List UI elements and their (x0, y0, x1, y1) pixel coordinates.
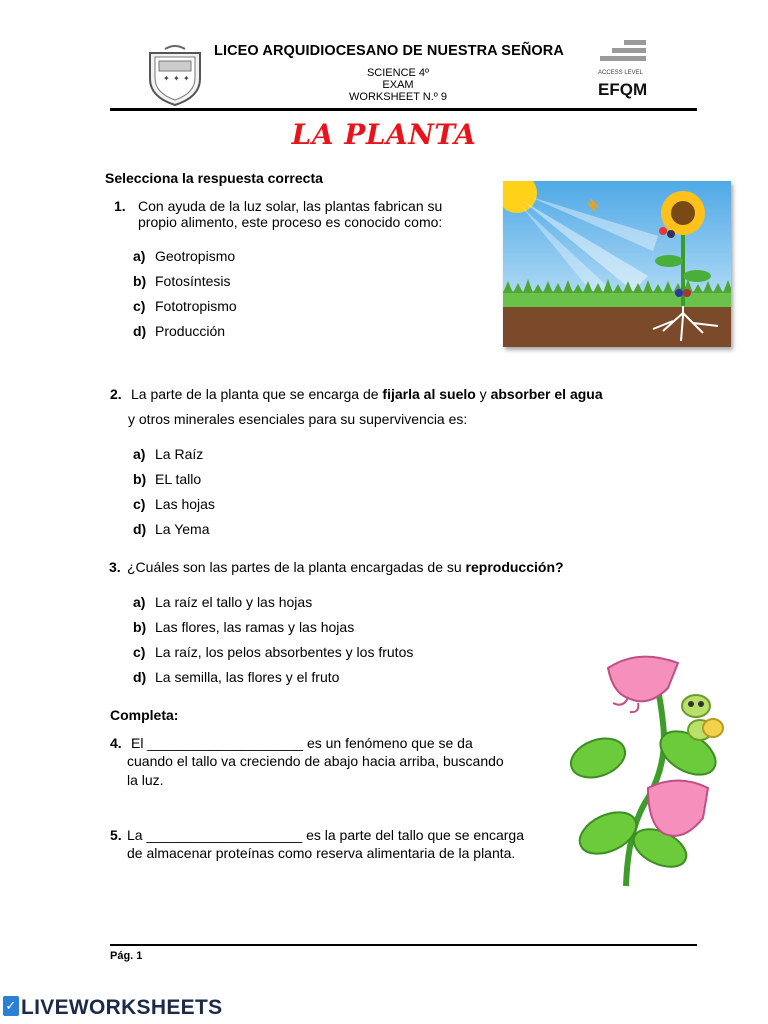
q1-text-line1: Con ayuda de la luz solar, las plantas fabrican su (138, 198, 443, 214)
header-rule (110, 108, 697, 111)
q2-option-b[interactable]: b) EL tallo (133, 471, 202, 487)
q2-option-d[interactable]: d) La Yema (133, 521, 210, 537)
liveworksheets-check-icon: ✓ (3, 996, 19, 1016)
sunflower-photosynthesis-picture (503, 181, 731, 347)
subject-line: SCIENCE 4º (366, 67, 430, 79)
efqm-small-text: ACCESS LEVEL (598, 70, 644, 76)
q4-text-line3: la luz. (127, 772, 164, 788)
svg-text:✦: ✦ (173, 74, 180, 83)
q3-option-d[interactable]: d) La semilla, las flores y el fruto (133, 669, 340, 685)
school-name: LICEO ARQUIDIOCESANO DE NUESTRA SEÑORA (214, 43, 564, 59)
q1-option-b[interactable]: b) Fotosíntesis (133, 273, 231, 289)
q1-number: 1. (114, 198, 126, 214)
svg-text:✦: ✦ (183, 74, 190, 83)
svg-text:✦: ✦ (163, 74, 170, 83)
q3-option-c[interactable]: c) La raíz, los pelos absorbentes y los frutos (133, 644, 414, 660)
q4-text-line2: cuando el tallo va creciendo de abajo hacia arriba, buscando (127, 753, 504, 769)
q1-option-d[interactable]: d) Producción (133, 323, 226, 339)
q2-option-a[interactable]: a) La Raíz (133, 446, 204, 462)
q2-text-line2: y otros minerales esenciales para su supervivencia es: (128, 411, 468, 427)
school-crest-icon (145, 45, 205, 107)
page-title: LA PLANTA (291, 118, 477, 151)
q2-option-c[interactable]: c) Las hojas (133, 496, 215, 512)
liveworksheets-logo[interactable] (3, 996, 222, 1020)
q4-number: 4. (110, 735, 122, 751)
pink-flower-caterpillar-picture (568, 648, 730, 888)
q1-option-c[interactable]: c) Fototropismo (133, 298, 237, 314)
q3-option-a[interactable]: a) La raíz el tallo y las hojas (133, 594, 313, 610)
efqm-logo (598, 40, 650, 102)
section-instruction: Selecciona la respuesta correcta (105, 170, 323, 186)
liveworksheets-logo-text: LIVEWORKSHEETS (21, 996, 223, 1019)
q1-option-a[interactable]: a) Geotropismo (133, 248, 236, 264)
section-complete: Completa: (110, 707, 179, 723)
page-number: Pág. 1 (110, 950, 143, 962)
q3-text: ¿Cuáles son las partes de la planta encargadas de su reproducción? (127, 559, 564, 575)
q5-text-line1[interactable]: La ____________________ es la parte del tallo que se encarga (127, 827, 524, 843)
q3-option-b[interactable]: b) Las flores, las ramas y las hojas (133, 619, 355, 635)
q3-number: 3. (109, 559, 121, 575)
worksheet-line: WORKSHEET N.º 9 (349, 91, 447, 103)
q4-text-line1[interactable]: El ____________________ es un fenómeno que se da (131, 735, 473, 751)
q5-text-line2: de almacenar proteínas como reserva alimentaria de la planta. (127, 845, 516, 861)
q5-number: 5. (110, 827, 122, 843)
q2-text-line1: La parte de la planta que se encarga de fijarla al suelo y absorber el agua (131, 386, 603, 402)
exam-line: EXAM (382, 79, 414, 91)
q1-text-line2: propio alimento, este proceso es conocido como: (138, 214, 443, 230)
efqm-text: EFQM (598, 80, 648, 99)
footer-rule (110, 944, 697, 946)
q2-number: 2. (110, 386, 122, 402)
